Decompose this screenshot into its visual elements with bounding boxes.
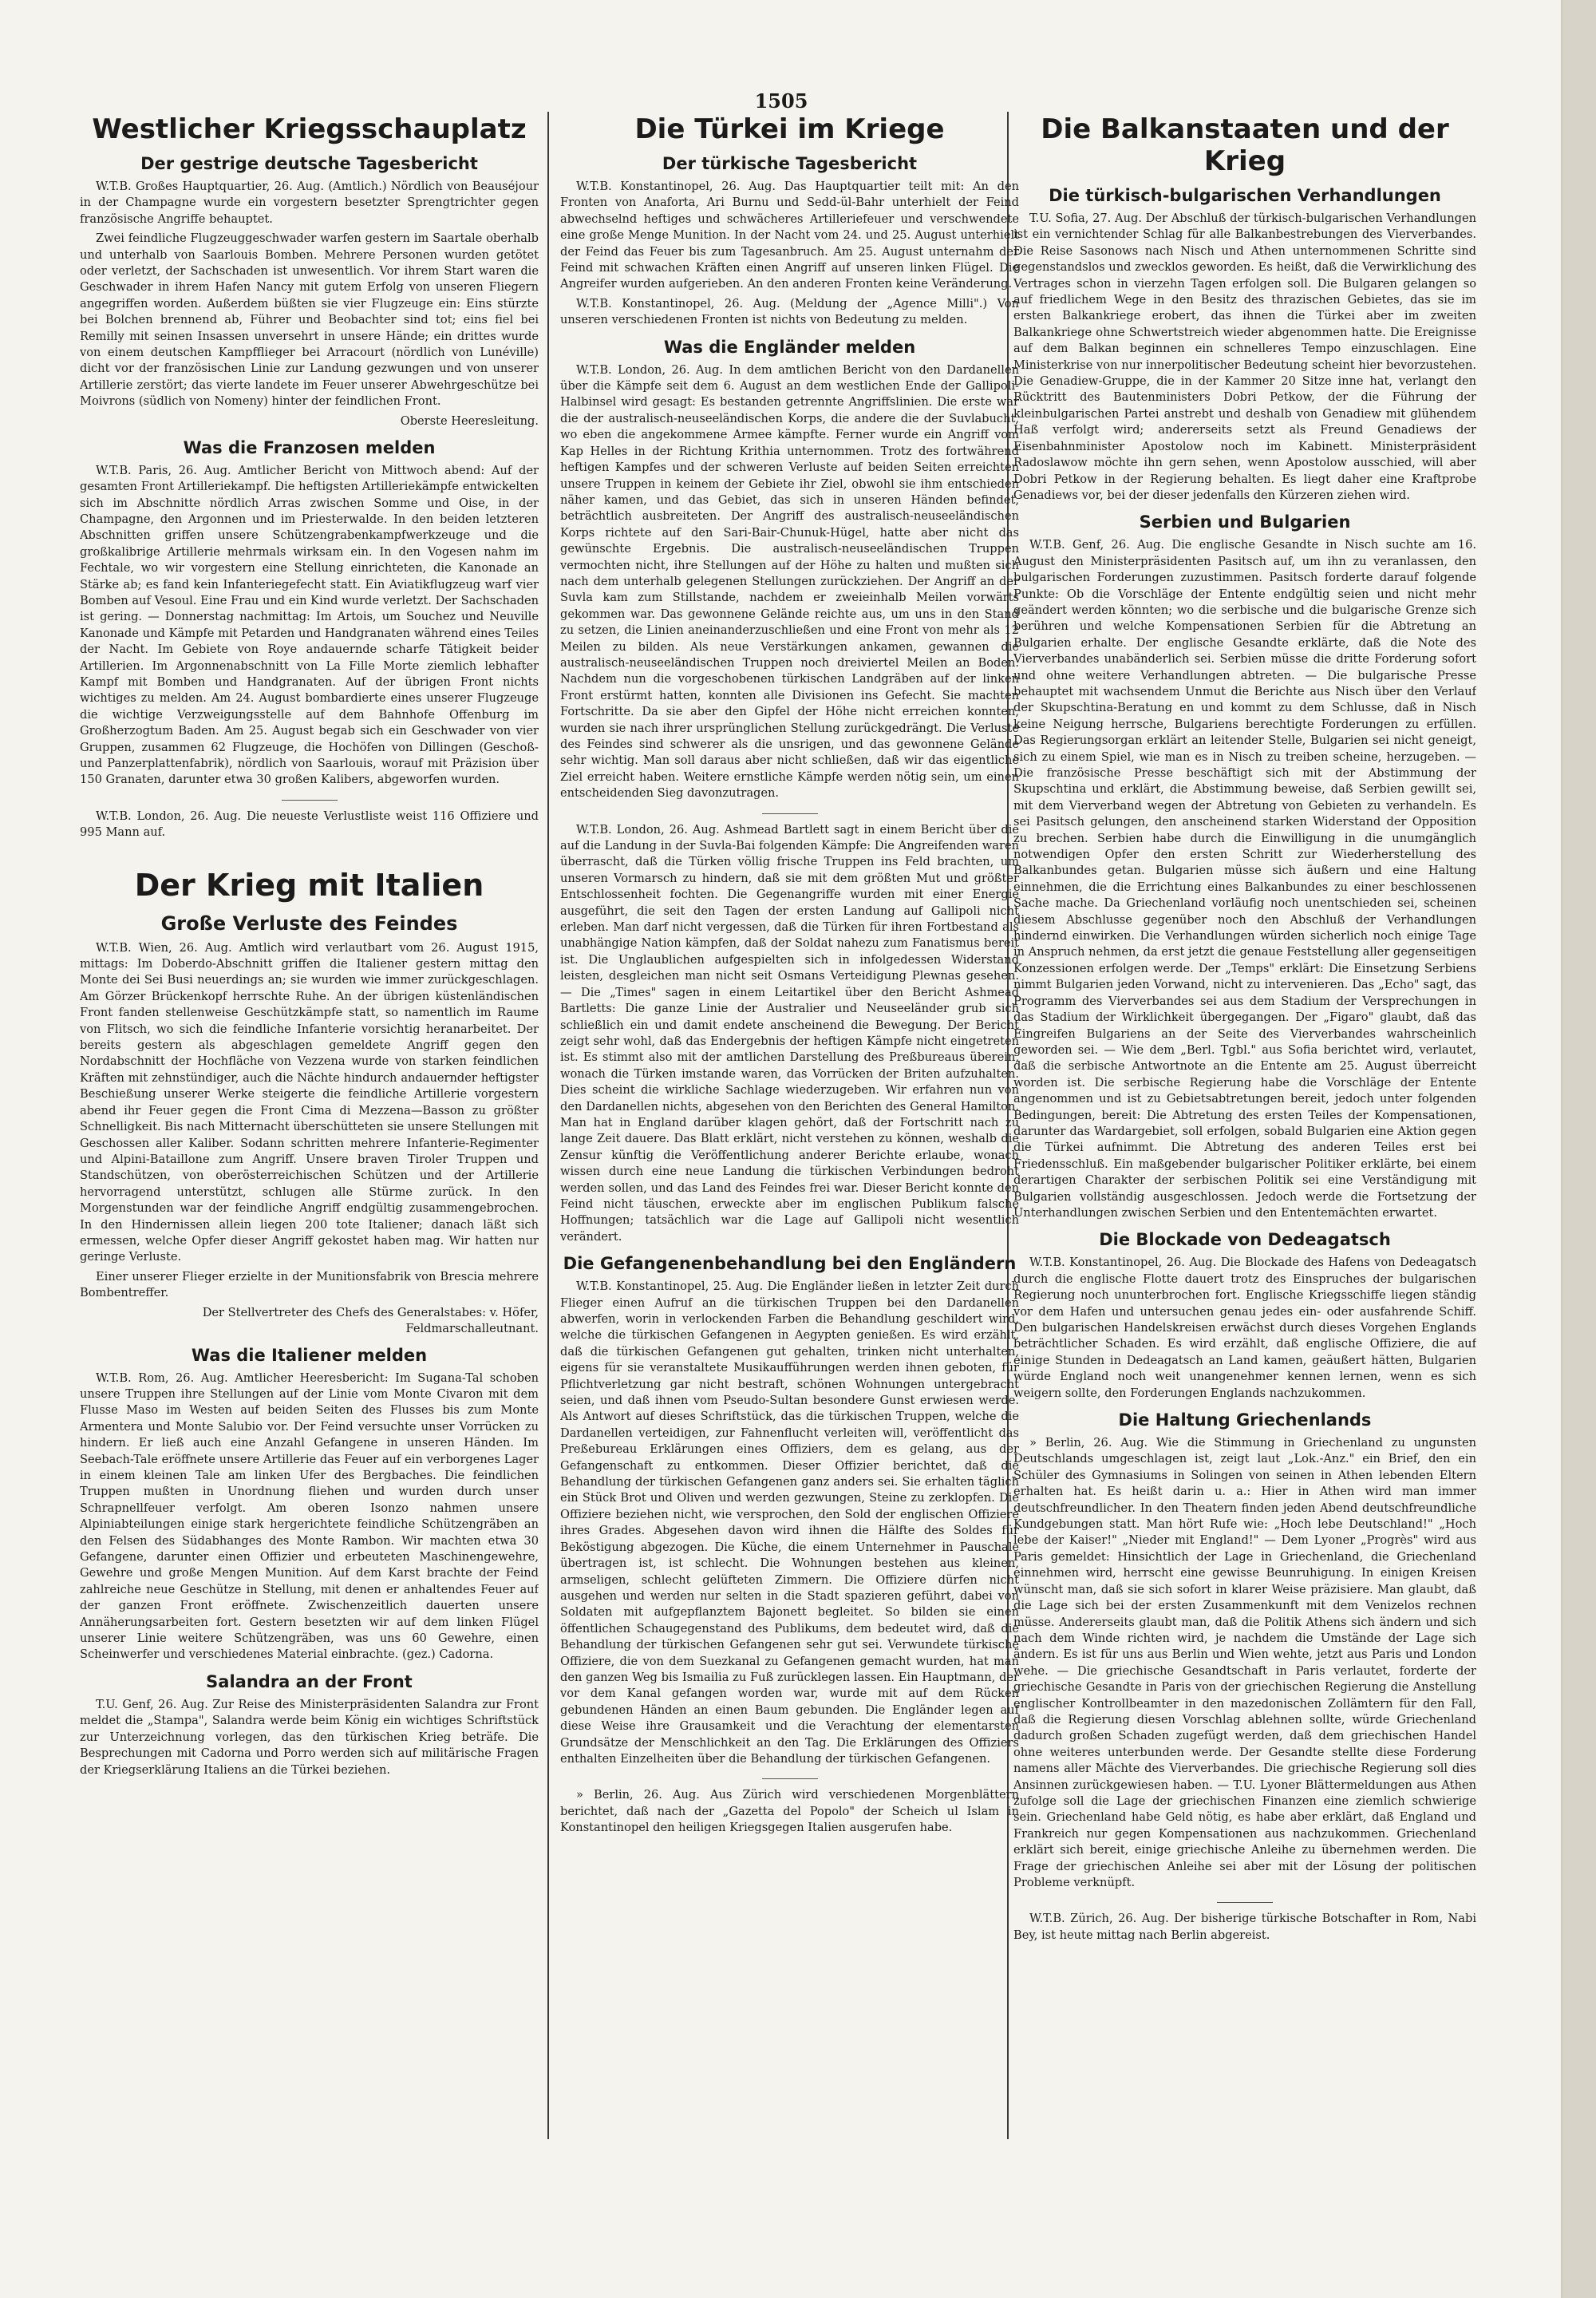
- subheading-serbia-bulgaria: Serbien und Bulgarien: [1139, 512, 1351, 532]
- column-turkey: [560, 112, 1019, 2139]
- subheading-french-report: Was die Franzosen melden: [183, 437, 436, 457]
- subheading-turkish-bulgarian: Die türkisch-bulgarischen Verhandlungen: [1049, 186, 1441, 205]
- separator: [762, 1778, 818, 1779]
- signature: Oberste Heeresleitung.: [400, 413, 539, 428]
- article-paragraph: T.U. Genf, 26. Aug. Zur Reise des Ministerpräsidenten Salandra zur Front meldet die „Stampa", Salandra werde beim König ein wichtiges Schriftstück zur Unterzeichnung vorlegen, das den türkischen Krieg beträfe. Die Besprechungen mit Cadorna und Porro werden sich auf militärische Fragen der Kriegserklärung Italiens an die Türkei beziehen.: [80, 1697, 539, 1777]
- subheading-prisoner-treatment: Die Gefangenenbehandlung bei den Engländern: [563, 1254, 1017, 1274]
- article-paragraph: W.T.B. Genf, 26. Aug. Die englische Gesandte in Nisch suchte am 16. August den Ministerpräsidenten Pasitsch auf, um ihn zu veranlassen, den bulgarischen Forderungen zuzustimmen. Pasitsch forderte darauf folgende Punkte: Ob die Vorschläge der Entente endgültig seien und nicht mehr geändert werden könnten; wo die serbische und die bulgarische Grenze sich berühren und welche Kompensationen Serbien für die Abtretung an Bulgarien erhalte. Der englische Gesandte erklärte, daß die Note des Vierverbandes unabänderlich sei. Serbien müsse die dritte Forderung sofort und ohne weitere Verhandlungen abtreten. — Die bulgarische Presse behauptet mit wachsendem Unmut die Berichte aus Nisch über den Verlauf der Skupschtina-Beratung en und kommt zu dem Schlusse, daß in Nisch keine Neigung herrsche, Bulgariens berechtigte Forderungen zu erfüllen. Das Regierungsorgan erklärt an leitender Stelle, Bulgarien sei nicht geneigt, sich zu einem Spiel, wie man es in Nisch zu treiben scheine, herzugeben. — Die französische Presse beschäftigt sich mit der Abstimmung der Skupschtina und erklärt, die Abstimmung beweise, daß Serbien gewillt sei, mit dem Vierverband wegen der Abtretung von Gebieten zu verhandeln. Es sei Pasitsch gelungen, den anscheinend starken Widerstand der Opposition zu brechen. Serbien habe durch die Einwilligung in die unumgänglich notwendigen Opfer den ersten Schritt zur Wiederherstellung des Balkanbundes getan. Bulgarien müsse sich äußern und eine Haltung einnehmen, die die Errichtung eines Balkanbundes zu einer beschlossenen Sache mache. Da Griechenland vorläufig noch unentschieden sei, scheinen diesem Abschlusse gegenüber noch den Abschluß der Verhandlungen hindernd einwirken. Die Verhandlungen würden sicherlich noch einige Tage in Anspruch nehmen, da erst jetzt die genaue Feststellung aller gegenseitigen Konzessionen erfolgen werde. Der „Temps" erklärt: Die Einsetzung Serbiens nimmt Bulgarien jeden Vorwand, nicht zu intervenieren. Das „Echo" sagt, das Programm des Vierverbandes sei aus dem Stadium der Versprechungen in das Stadium der Wirklichkeit übergegangen. Der „Figaro" glaubt, daß das Eingreifen Bulgariens an der Seite des Vierverbandes wahrscheinlich geworden sei. — Wie dem „Berl. Tgbl." aus Sofia berichtet wird, verlautet, daß die serbische Antwortnote an die Entente am 25. August überreicht worden ist. Die serbische Regierung habe die Vorschläge der Entente angenommen und ist zu Gebietsabtretungen bereit, jedoch unter folgenden Bedingungen, bereit: Die Abtretung des ersten Teiles der Kompensationen, darunter das Wardargebiet, soll erfolgen, sobald Bulgarien eine Aktion gegen die Türkei aufnimmt. Die Abtretung des anderen Teiles erst bei Friedensschluß. Ein maßgebender bulgarischer Politiker erklärte, bei einem derartigen Charakter der serbischen Politik sei eine Verständigung mit Bulgarien vollständig ausgeschlossen. Jedoch werde die Fortsetzung der Unterhandlungen zwischen Serbien und den Ententemächten erwartet.: [1013, 538, 1476, 1220]
- subheading-salandra: Salandra an der Front: [206, 1671, 413, 1691]
- article-paragraph: T.U. Sofia, 27. Aug. Der Abschluß der türkisch-bulgarischen Verhandlungen ist ein vernichtender Schlag für alle Balkanbestrebungen des Vierverbandes. Die Reise Sasonows nach Nisch und Athen unternommenen Schritte sind gegenstandslos und zwecklos geworden. Es heißt, daß die Verwirklichung des Vertrages schon in vierzehn Tagen erfolgen soll. Die Bulgaren gelangen so auf friedlichem Wege in den Besitz des thrazischen Gebietes, das sie im ersten Balkankriege erobert, das ihnen die Türkei aber im zweiten Balkankriege ohne Schwertstreich wieder abgenommen hatte. Die Ereignisse auf dem Balkan beginnen ein schnelleres Tempo einzuschlagen. Eine Ministerkrise von nur innerpolitischer Bedeutung scheint hier bevorzustehen. Die Genadiew-Gruppe, die in der Kammer 20 Sitze inne hat, verlangt den Rücktritt des Bautenministers Dobri Petkow, der die Führung der kleinbulgarischen Partei anstrebt und deshalb von Genadiew mit glühendem Haß verfolgt wird; andererseits setzt als Freund Genadiews der Eisenbahnminister Apostolow noch im Kabinett. Ministerpräsident Radoslawow möchte ihn gern sehen, wenn Apostolow ausschied, will aber Dobri Petkow in der Regierung behalten. Es liegt daher eine Kraftprobe Genadiews vor, bei der dieser jedenfalls den Kürzeren ziehen wird.: [1013, 212, 1476, 502]
- separator: [282, 800, 338, 801]
- article-paragraph: » Berlin, 26. Aug. Aus Zürich wird verschiedenen Morgenblättern berichtet, daß nach der „Gazetta del Popolo" der Scheich ul Islam in Konstantinopel den heiligen Kriegsgegen Italien ausgerufen habe.: [560, 1788, 1019, 1835]
- subheading-greece: Die Haltung Griechenlands: [1118, 1410, 1372, 1430]
- subheading-german-report: Der gestrige deutsche Tagesbericht: [140, 154, 478, 173]
- article-paragraph: Einer unserer Flieger erzielte in der Munitionsfabrik von Brescia mehrere Bombentreffer.: [80, 1269, 539, 1300]
- article-paragraph: W.T.B. Konstantinopel, 26. Aug. (Meldung der „Agence Milli".) Von unseren verschiedenen Fronten ist nichts von Bedeutung zu melden.: [560, 296, 1019, 327]
- subheading-english-report: Was die Engländer melden: [663, 337, 916, 357]
- subheading-enemy-losses: Große Verluste des Feindes: [160, 912, 458, 935]
- separator: [762, 813, 818, 814]
- column-western-front: [80, 112, 539, 2139]
- article-paragraph: W.T.B. Großes Hauptquartier, 26. Aug. (Amtlich.) Nördlich von Beauséjour in der Champagne wurde ein vorgestern besetzter Sprengtrichter gegen französische Angriffe behauptet.: [80, 180, 539, 226]
- article-paragraph: W.T.B. Konstantinopel, 26. Aug. Das Hauptquartier teilt mit: An den Fronten von Anaforta, Ari Burnu und Sedd-ül-Bahr unterhielt der Feind abwechselnd heftiges und schwächeres Artilleriefeuer und verschwendete eine große Menge Munition. In der Nacht vom 24. und 25. August unterhielt der Feind das Feuer bis zum Tagesanbruch. Am 25. August unternahm der Feind mit schwachen Kräften einen Angriff auf unseren linken Flügel. Die Angreifer wurden aufgerieben. An den anderen Fronten keine Veränderung.: [560, 180, 1019, 291]
- article-paragraph: W.T.B. Paris, 26. Aug. Amtlicher Bericht von Mittwoch abend: Auf der gesamten Front Artilleriekampf. Die heftigsten Artilleriekämpfe entwickelten sich im Abschnitte nördlich Arras zwischen Somme und Oise, in der Champagne, den Argonnen und im Priesterwalde. In den beiden letzteren Abschnitten griffen unsere Schützengrabenkampfwerkzeuge und die großkalibrige Artillerie mehrmals wirksam ein. In den Vogesen nahm im Fechtale, wo wir vorgestern eine Stellung einrichteten, die Kanonade an Stärke ab; es fand kein Infanteriegefecht statt. Ein Aviatikflugzeug warf vier Bomben auf Vesoul. Eine Frau und ein Kind wurde verletzt. Der Sachschaden ist gering. — Donnerstag nachmittag: Im Artois, um Souchez und Neuville Kanonade und Kämpfe mit Petarden und Handgranaten während eines Teiles der Nacht. Im Gebiete von Roye andauernde scharfe Tätigkeit beider Artillerien. Im Argonnenabschnitt von La Fille Morte ziemlich lebhafter Kampf mit Bomben und Handgranaten. Auf der übrigen Front nichts wichtiges zu melden. Am 24. August bombardierte eines unserer Flugzeuge die wichtige Verzweigungsstelle auf dem Bahnhofe Offenburg im Großherzogtum Baden. Am 25. August begab sich ein Geschwader von vier Gruppen, zusammen 62 Flugzeuge, die Hochöfen von Dillingen (Geschoß- und Panzerplattenfabrik), nördlich von Saarlouis, worauf mit Präzision über 150 Granaten, darunter etwa 30 großen Kalibers, abgeworfen wurden.: [80, 463, 539, 787]
- page-edge: [1562, 0, 1596, 2298]
- article-paragraph: W.T.B. Konstantinopel, 25. Aug. Die Engländer ließen in letzter Zeit durch Flieger einen Aufruf an die türkischen Truppen bei den Dardanellen abwerfen, worin in verlockenden Farben die Behandlung geschildert wird, welche die türkischen Gefangenen in Aegypten genießen. Es wird erzählt, daß die türkischen Gefangenen gut gehalten, trinken nicht unterhalten, eigens für sie veranstaltete Musikaufführungen werden ihnen geboten, für Pflichtverletzung gar nicht bestraft, schönen Wohnungen untergebracht seien, und daß ihnen vom Pseudo-Sultan besondere Gunst erwiesen werde. Als Antwort auf dieses Schriftstück, das die türkischen Truppen, welche die Dardanellen verteidigen, zur Fahnenflucht verleiten will, veröffentlicht das Preßebureau Erklärungen eines Offiziers, dem es gelang, aus der Gefangenschaft zu entkommen. Dieser Offizier berichtet, daß die Behandlung der türkischen Gefangenen ganz anders sei. Sie erhalten täglich ein Stück Brot und Oliven und werden gezwungen, Steine zu zerklopfen. Die Offiziere beziehen nicht, wie versprochen, den Sold der englischen Offiziere ihres Grades. Abgesehen davon wird ihnen die Hälfte des Soldes für Beköstigung abgezogen. Die Küche, die einem Unternehmer in Pauschale übertragen ist, ist schlecht. Die Wohnungen bestehen aus kleinen, armseligen, schlecht gelüfteten Zimmern. Die Offiziere dürfen nicht ausgehen und werden nur selten in die Stadt spazieren geführt, dabei von Soldaten mit aufgepflanztem Bajonett begleitet. So bilden sie einen öffentlichen Schaugegenstand des Publikums, dem bedeutet wird, daß die Behandlung der türkischen Gefangenen sehr gut sei. Verwundete türkische Offiziere, die von dem Suezkanal zu Gefangenen gemacht wurden, hat man den ganzen Weg bis Ismailia zu Fuß zurücklegen lassen. Ein Hauptmann, der vor dem Kanal gefangen worden war, wurde mit auf dem Rücken gebundenen Händen an einen Baum gebunden. Die Engländer legen auf diese Weise ihre Grausamkeit und die Verachtung der elementarsten Grundsätze der Menschlichkeit an den Tag. Die Erklärungen des Offiziers enthalten Einzelheiten über die Behandlung der türkischen Gefangenen.: [560, 1280, 1019, 1766]
- column-balkans: [1013, 112, 1476, 2139]
- section-title-turkey: Die Türkei im Kriege: [634, 113, 945, 145]
- section-title-italy: Der Krieg mit Italien: [134, 867, 484, 903]
- article-paragraph: W.T.B. London, 26. Aug. Die neueste Verlustliste weist 116 Offiziere und 995 Mann auf.: [80, 809, 539, 840]
- section-title-western-front: Westlicher Kriegsschauplatz: [92, 113, 527, 145]
- article-paragraph: W.T.B. Zürich, 26. Aug. Der bisherige türkische Botschafter in Rom, Nabi Bey, ist heute mittag nach Berlin abgereist.: [1013, 1912, 1476, 1942]
- article-paragraph: W.T.B. London, 26. Aug. In dem amtlichen Bericht von den Dardanellen über die Kämpfe seit dem 6. August an dem westlichen Ende der Gallipoli-Halbinsel wird gesagt: Es bestanden getrennte Angriffslinien. Die erste war die der australisch-neuseeländischen Korps, die andere die der Suvlabucht, wo eben die angekommene Armee kämpfte. Ferner wurde ein Angriff vom Kap Helles in der Richtung Krithia unternommen. Trotz des fortwährend heftigen Kampfes und der schweren Verluste auf beiden Seiten erreichten unsere Truppen in keinem der Gebiete ihr Ziel, obwohl sie ihm entschieden näher kamen, und das Gebiet, das sich in unseren Händen befindet, beträchtlich ausbreiteten. Der Angriff des australisch-neuseeländischen Korps richtete auf den Sari-Bair-Chunuk-Hügel, hatte aber nicht das gewünschte Ergebnis. Die australisch-neuseeländischen Truppen vermochten nicht, ihre Stellungen auf der Höhe zu halten und mußten sich nach dem unterhalb gelegenen Stellungen zurückziehen. Der Angriff an der Suvla kam zum Stillstande, nachdem er zweieinhalb Meilen vorwärts gekommen war. Das gewonnene Gelände reichte aus, um uns in den Stand zu setzen, die Linien aneinanderzuschließen und eine Front von mehr als 12 Meilen zu bilden. Als neue Verstärkungen ankamen, gewannen die australisch-neuseeländischen Truppen noch dreiviertel Meilen an Boden. Nachdem nun die vorgeschobenen türkischen Landgräben auf der linken Front erstürmt hatten, konnten alle Divisionen ins Gefecht. Sie machten Fortschritte. Da sie aber den Gipfel der Höhe nicht erreichen konnten, wurden sie nach ihrer ursprünglichen Stellung zurückgedrängt. Die Verluste des Feindes sind schwerer als die unsrigen, und das gewonnene Gelände sehr wichtig. Man soll daraus aber nicht schließen, daß wir das eigentliche Ziel erreicht haben. Weitere ernstliche Kämpfe werden nötig sein, um einen entscheidenden Sieg davonzutragen.: [560, 362, 1019, 801]
- article-paragraph: W.T.B. London, 26. Aug. Ashmead Bartlett sagt in einem Bericht über die auf die Landung in der Suvla-Bai folgenden Kämpfe: Die Angreifenden waren überrascht, daß die Türken völlig frische Truppen ins Feld brachten, um unseren Vormarsch zu hindern, daß sie mit dem größten Mut und größter Entschlossenheit fochten. Die Gegenangriffe wurden mit einer Energie ausgeführt, die seit den Tagen der ersten Landung auf Gallipoli nicht erleben. Man darf nicht vergessen, daß die Türken für ihren Fortbestand als unabhängige Nation kämpfen, daß der Soldat nahezu zum Fanatismus bereit ist. Die Unglaublichen aufgespielten sich in infolgedessen Widerstand leisten, desgleichen man nicht seit Osmans Verteidigung Plewnas gesehen. — Die „Times" sagen in einem Leitartikel über den Bericht Ashmead Bartletts: Die ganze Linie der Australier und Neuseeländer grub sich schließlich ein und damit endete anscheinend die Bewegung. Der Bericht zeigt sehr wohl, daß das Endergebnis der heftigen Kämpfe nicht eingetreten ist. Es stimmt also mit der amtlichen Darstellung des Preßbureaus überein, wonach die Türken imstande waren, das Vorrücken der Briten aufzuhalten. Dies scheint die wirkliche Sachlage wiederzugeben. Wir erfahren nun von den Dardanellen nichts, abgesehen von den Berichten des General Hamilton. Man hat in England darüber klagen gehört, daß der Fortschritt nach zu lange Zeit dauere. Das Blatt erklärt, nicht verstehen zu können, weshalb die Zensur künftig die Veröffentlichung anderer Berichte erlaube, wonach wissen durch eine neue Landung die türkischen Verbindungen bedroht werden sollen, und das Land des Feindes frei war. Dieser Bericht konnte den Feind nicht täuschen, erweckte aber im englischen Publikum falsche Hoffnungen; tatsächlich war die Lage auf Gallipoli nicht wesentlich verändert.: [560, 822, 1019, 1244]
- article-paragraph: » Berlin, 26. Aug. Wie die Stimmung in Griechenland zu ungunsten Deutschlands umgeschlagen ist, zeigt laut „Lok.-Anz." ein Brief, den ein Schüler des Gymnasiums in Solingen von seinen in Athen lebenden Eltern erhalten hat. Es heißt darin u. a.: Hier in Athen wird man immer deutschfreundlicher. In den Theatern finden jeden Abend deutschfreundliche Kundgebungen statt. Man hört Rufe wie: „Hoch lebe Deutschland!" „Hoch lebe der Kaiser!" „Nieder mit England!" — Dem Lyoner „Progrès" wird aus Paris gemeldet: Hinsichtlich der Lage in Griechenland, die Griechenland einnehmen wird, herrscht eine gewisse Beunruhigung. In einigen Kreisen wünscht man, daß sie sich sofort in klarer Weise präzisiere. Man glaubt, daß die Lage sich bei der ersten Zusammenkunft mit dem Venizelos rechnen müsse. Andererseits glaubt man, daß die Politik Athens sich ändern und sich nach dem Winde richten wird, je nachdem die Umstände der Lage sich ändern. Es ist für uns aus Berlin und Wien wehte, jetzt aus Paris und London wehe. — Die griechische Gesandtschaft in Paris verlautet, forderte der griechische Gesandte in Paris von der griechischen Regierung die Anstellung englischer Kontrollbeamter in den mazedonischen Zollämtern für den Fall, daß die Regierung diesen Vorschlag ablehnen sollte, würde Griechenland dadurch großen Schaden zugefügt werden, daß dem griechischen Handel ohne weiteres unterbunden werde. Der Gesandte stellte diese Forderung namens aller Mächte des Vierverbandes. Die griechische Regierung soll dies Ansinnen zurückgewiesen haben. — T.U. Lyoner Blättermeldungen aus Athen zufolge soll die Lage der griechischen Finanzen eine ziemlich schwierige sein. Griechenland habe Geld nötig, es habe aber erklärt, daß England und Frankreich nur gegen Kompensationen aus nachzukommen. Griechenland erklärt sich bereit, einige griechische Anleihe zu übernehmen werden. Die Frage der griechischen Anleihe sei aber mit der Lösung der politischen Probleme verknüpft.: [1013, 1436, 1476, 1889]
- article-paragraph: Zwei feindliche Flugzeuggeschwader warfen gestern im Saartale oberhalb und unterhalb von Saarlouis Bomben. Mehrere Personen wurden getötet oder verletzt, der Sachschaden ist unwesentlich. Vor ihrem Start waren die Geschwader in ihrem Hafen Nancy mit gutem Erfolg von unseren Fliegern angegriffen worden. Außerdem büßten sie vier Flugzeuge ein: Eins stürzte bei Bolchen brennend ab, Führer und Beobachter sind tot; eins fiel bei Remilly mit seinen Insassen unversehrt in unsere Hände; ein drittes wurde von einem deutschen Kampfflieger bei Arracourt (nördlich von Lunéville) dicht vor der französischen Linie zur Landung gezwungen und von unserer Artillerie zerstört; das vierte landete im Feuer unserer Abwehrgeschütze bei Moivrons (südlich von Nomeny) hinter der feindlichen Front.: [80, 231, 539, 409]
- column-divider-1: [547, 112, 549, 2139]
- article-paragraph: W.T.B. Wien, 26. Aug. Amtlich wird verlautbart vom 26. August 1915, mittags: Im Doberdo-Abschnitt griffen die Italiener gestern mittag den Monte dei Sei Busi neuerdings an; sie wurden wie immer zurückgeschlagen. Am Görzer Brückenkopf herrschte Ruhe. An der übrigen küstenländischen Front fanden stellenweise Geschützkämpfe statt, so namentlich im Raume von Flitsch, wo sich die feindliche Infanterie vorsichtig heranarbeitet. Der bereits gestern als abgeschlagen gemeldete Angriff gegen den Nordabschnitt der Hochfläche von Vezzena wurde von starken feindlichen Kräften mit zehnstündiger, auch die Nächte hindurch andauernder heftigster Beschießung unserer Werke steigerte die feindliche Artillerie vorgestern abend ihr Feuer gegen die Front Cima di Mezzena—Basson zu größter Schnelligkeit. Bis nach Mitternacht überschütteten sie unsere Stellungen mit Geschossen aller Kaliber. Sodann schritten mehrere Infanterie-Regimenter und Alpini-Bataillone zum Angriff. Unsere braven Tiroler Truppen und Standschützen, von oberösterreichischen Schützen und der Artillerie hervorragend unterstützt, schlugen alle Stürme zurück. In den Morgenstunden war der feindliche Angriff endgültig zusammengebrochen. In den Hindernissen allein liegen 200 tote Italiener; danach läßt sich ermessen, welche Opfer dieser Angriff gekostet haben mag. Wir hatten nur geringe Verluste.: [80, 940, 539, 1264]
- section-title-balkans: Die Balkanstaaten und der Krieg: [1041, 113, 1449, 177]
- subheading-italian-report: Was die Italiener melden: [191, 1345, 428, 1365]
- article-paragraph: W.T.B. Konstantinopel, 26. Aug. Die Blockade des Hafens von Dedeagatsch durch die englische Flotte dauert trotz des Einspruches der bulgarischen Regierung noch ununterbrochen fort. Englische Kriegsschiffe liegen ständig vor dem Hafen und untersuchen genau jedes ein- oder ausfahrende Schiff. Den bulgarischen Handelskreisen erwächst durch dieses Vorgehen Englands beträchtlicher Schaden. Es wird erzählt, daß englische Offiziere, die auf einige Stunden in Dedeagatsch an Land kamen, geäußert hätten, Bulgarien würde England noch weit unangenehmer kennen lernen, wenn es sich weigern sollte, den Forderungen Englands nachzukommen.: [1013, 1256, 1476, 1400]
- page-number: 1505: [754, 89, 808, 113]
- article-paragraph: W.T.B. Rom, 26. Aug. Amtlicher Heeresbericht: Im Sugana-Tal schoben unsere Truppen ihre Stellungen auf der Linie vom Monte Civaron mit dem Flusse Maso im Westen auf beiden Seiten des Flusses bis zum Monte Armentera und Monte Salubio vor. Der Feind versuchte unser Vorrücken zu hindern. Er ließ auch eine Anzahl Gefangene in unseren Händen. Im Seebach-Tale eröffnete unsere Artillerie das Feuer auf ein verborgenes Lager in einem kleinen Tale am linken Ufer des Bergbaches. Die feindlichen Truppen mußten in Unordnung fliehen und wurden durch unser Schrapnellfeuer verfolgt. Am oberen Isonzo nahmen unsere Alpiniabteilungen einige stark hergerichtete feindliche Schützengräben an den Felsen des Südabhanges des Monte Rambon. Wir machten etwa 30 Gefangene, darunter einen Offizier und erbeuteten Maschinengewehre, Gewehre und große Mengen Munition. Auf dem Karst brachte der Feind zahlreiche neue Geschütze in Stellung, mit denen er anhaltendes Feuer auf der ganzen Front eröffnete. Zwischenzeitlich dauerten unsere Annäherungsarbeiten fort. Gestern besetzten wir auf dem linken Flügel unserer Linie weitere Schützengräben, was uns 60 Gewehre, einen Scheinwerfer und verschiedenes Material einbrachte. (gez.) Cadorna.: [80, 1370, 539, 1662]
- subheading-turkish-report: Der türkische Tagesbericht: [662, 154, 918, 173]
- subheading-dedeagatsch-blockade: Die Blockade von Dedeagatsch: [1099, 1230, 1391, 1250]
- signature: Der Stellvertreter des Chefs des Generalstabes: v. Höfer, Feldmarschalleutnant.: [202, 1305, 539, 1335]
- separator: [1217, 1902, 1273, 1903]
